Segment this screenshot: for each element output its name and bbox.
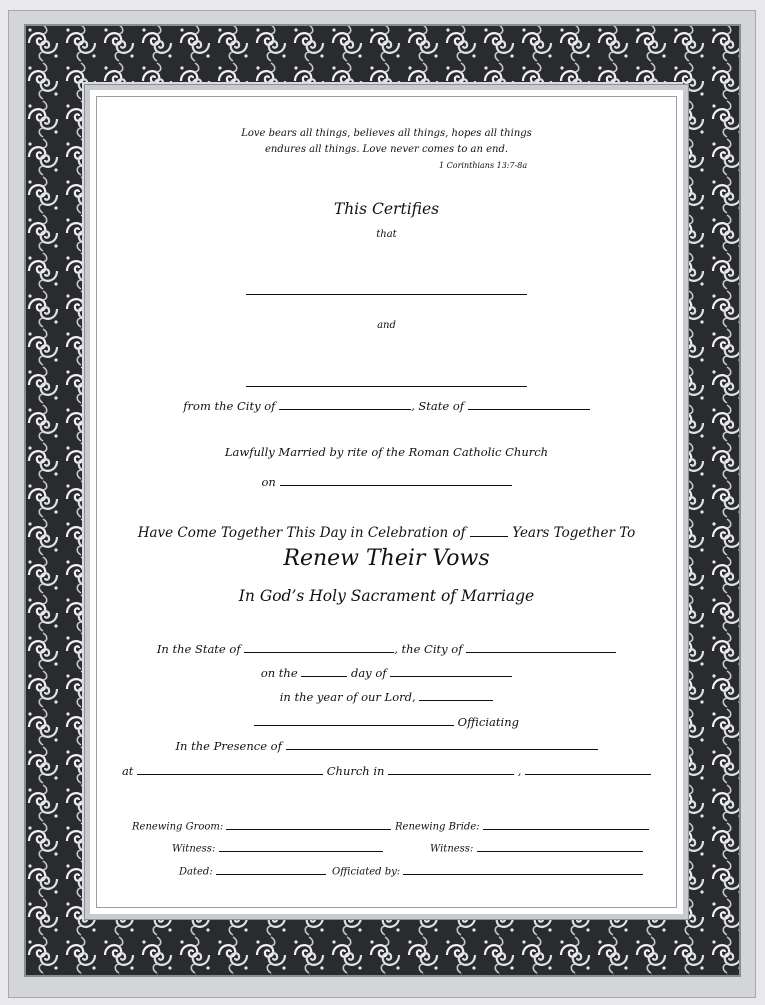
presence-label: In the Presence of [175, 738, 282, 753]
church-state-blank[interactable] [525, 763, 651, 775]
renew-vows-title: Renew Their Vows [283, 546, 490, 571]
celebration-after: Years Together To [512, 524, 636, 541]
bride-label: Renewing Bride: [395, 821, 480, 833]
from-city-state-row [90, 398, 683, 413]
church-row [90, 763, 683, 778]
groom-signature-blank[interactable] [226, 819, 391, 830]
dated-blank[interactable] [216, 864, 326, 875]
at-label: at [121, 763, 134, 778]
verse-line-2: endures all things. Love never comes to an end. [264, 144, 509, 155]
witness-2-blank[interactable] [477, 841, 643, 852]
certificate-sheet [90, 90, 683, 914]
on-label: on [261, 474, 276, 489]
from-city-blank[interactable] [279, 398, 411, 410]
groom-label: Renewing Groom: [132, 821, 224, 833]
presence-row [90, 738, 683, 753]
verse-line-1: Love bears all things, believes all things, hopes all things [241, 128, 532, 139]
month-blank[interactable] [390, 665, 512, 677]
comma: , [517, 763, 522, 778]
officiated-row [332, 864, 643, 878]
groom-signature-row [132, 819, 391, 833]
name-line-1[interactable] [246, 294, 527, 295]
and-text: and [377, 320, 396, 331]
day-of-label: day of [350, 665, 387, 680]
dated-row [179, 864, 326, 878]
state-label: , State of [411, 398, 465, 413]
celebration-row [90, 523, 683, 541]
married-date-blank[interactable] [280, 474, 512, 486]
officiant-blank[interactable] [254, 714, 454, 726]
officiating-row [90, 714, 683, 729]
presence-blank[interactable] [286, 738, 598, 750]
celebration-before: Have Come Together This Day in Celebration of [137, 524, 466, 541]
witness-1-blank[interactable] [219, 841, 383, 852]
state-label: In the State of [156, 641, 241, 656]
witness-1-label: Witness: [172, 843, 216, 855]
state-blank[interactable] [244, 641, 394, 653]
verse-reference: 1 Corinthians 13:7-8a [439, 161, 528, 170]
church-city-blank[interactable] [388, 763, 514, 775]
witness-2-row [430, 841, 643, 855]
from-state-blank[interactable] [468, 398, 590, 410]
year-label: in the year of our Lord, [279, 689, 416, 704]
bride-signature-blank[interactable] [483, 819, 649, 830]
name-line-2[interactable] [246, 386, 527, 387]
church-in-label: Church in [326, 763, 385, 778]
years-blank[interactable] [470, 523, 508, 537]
bride-signature-row [395, 819, 649, 833]
year-blank[interactable] [419, 689, 493, 701]
church-blank[interactable] [137, 763, 323, 775]
on-the-label: on the [260, 665, 298, 680]
officiated-blank[interactable] [403, 864, 643, 875]
officiated-label: Officiated by: [332, 866, 401, 878]
witness-2-label: Witness: [430, 843, 474, 855]
that-text: that [376, 229, 397, 240]
officiating-label: Officiating [457, 714, 519, 729]
dated-label: Dated: [179, 866, 213, 878]
city-label: , the City of [394, 641, 463, 656]
day-row [90, 665, 683, 680]
day-blank[interactable] [301, 665, 347, 677]
city-label: from the City of [183, 398, 276, 413]
certificate-title: This Certifies [333, 200, 440, 218]
married-text: Lawfully Married by rite of the Roman Catholic Church [224, 445, 549, 459]
married-date-row [90, 474, 683, 489]
city-blank[interactable] [466, 641, 616, 653]
witness-1-row [172, 841, 383, 855]
sacrament-text: In God’s Holy Sacrament of Marriage [238, 587, 535, 605]
state-city-row [90, 641, 683, 656]
year-row [90, 689, 683, 704]
